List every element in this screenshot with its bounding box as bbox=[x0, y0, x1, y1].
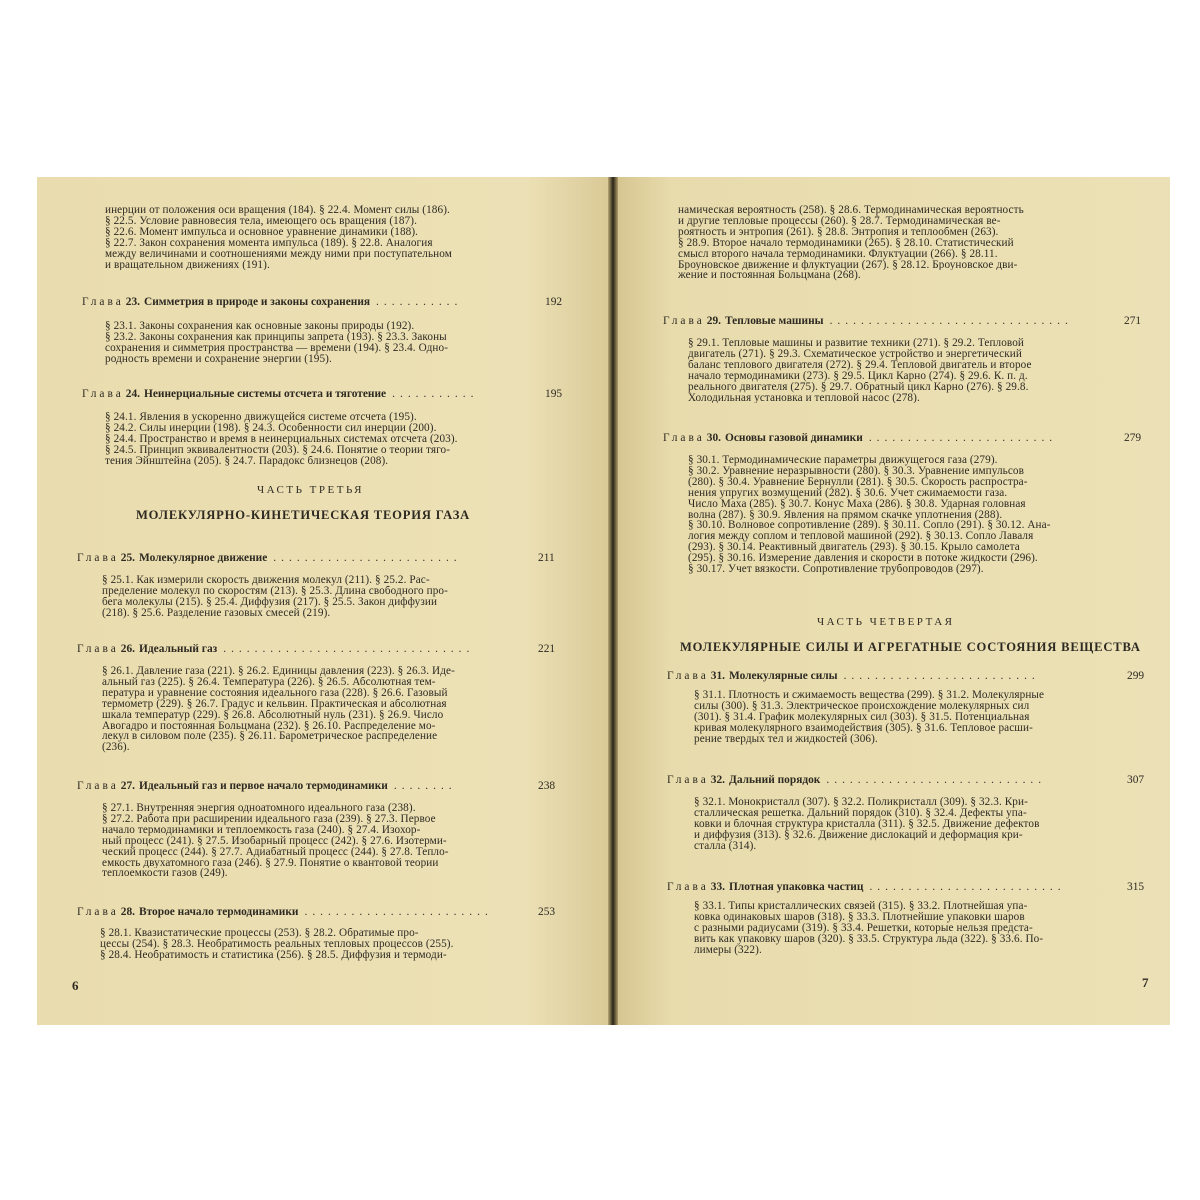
text-line: бега молекулы (215). § 25.4. Диффузия (217). § 25.5. Закон диффузии bbox=[102, 596, 438, 608]
text-line: Число Маха (285). § 30.7. Конус Маха (286). § 30.8. Ударная головная bbox=[688, 498, 1026, 510]
chapter-page-number: 299 bbox=[1127, 670, 1145, 682]
chapter-lead: Глава bbox=[82, 388, 124, 400]
text-line: (280). § 30.4. Уравнение Бернулли (281). § 30.5. Скорость распростра- bbox=[688, 476, 1028, 488]
text-line: (218). § 25.6. Разделение газовых смесей (219). bbox=[102, 607, 331, 619]
chapter-lead: Глава bbox=[82, 296, 124, 308]
text-line: (295). § 30.16. Измерение давления и скорости в потоке жидкости (296). bbox=[688, 553, 1038, 565]
text-line: § 30.2. Уравнение неразрывности (280). § 30.3. Уравнение импульсов bbox=[688, 465, 1024, 477]
part-three-title: МОЛЕКУЛЯРНО-КИНЕТИЧЕСКАЯ ТЕОРИЯ ГАЗА bbox=[136, 508, 471, 522]
text-line: и диффузия (313). § 32.6. Движение дислокаций и деформация кри- bbox=[694, 829, 1023, 841]
continued-paragraph bbox=[678, 205, 1108, 281]
chapter-number: 28. bbox=[120, 906, 136, 918]
text-line: реального двигателя (275). § 29.7. Обратный цикл Карно (276). § 29.8. bbox=[688, 381, 1029, 393]
text-line: вить как упаковку шаров (320). § 33.5. Структура льда (322). § 33.6. По- bbox=[694, 933, 1044, 945]
text-line: § 32.1. Монокристалл (307). § 32.2. Поликристалл (309). § 32.3. Кри- bbox=[694, 797, 1028, 808]
text-line: баланс теплового двигателя (272). § 29.4. Тепловой двигатель и второе bbox=[688, 359, 1032, 371]
text-line: пература и уравнение состояния идеального газа (228). § 26.6. Газовый bbox=[102, 687, 448, 699]
chapter-number: 31. bbox=[710, 670, 726, 682]
text-line: § 22.5. Условие равновесия тела, имеющего ось вращения (187). bbox=[105, 215, 417, 227]
text-line: § 26.1. Давление газа (221). § 26.2. Единицы давления (223). § 26.3. Иде- bbox=[102, 666, 455, 677]
text-line: и вращательном движениях (191). bbox=[105, 259, 270, 271]
text-line: ковка одинаковых шаров (318). § 33.3. Плотнейшие упаковки шаров bbox=[694, 911, 1025, 923]
chapter-lead: Глава bbox=[663, 432, 705, 444]
text-line: (236). bbox=[102, 742, 130, 754]
leader-dots: ........................ bbox=[868, 432, 1058, 444]
chapter-contents-ch32 bbox=[694, 797, 1119, 852]
chapter-number: 33. bbox=[710, 881, 726, 893]
text-line: тения Эйнштейна (205). § 24.7. Парадокс близнецов (208). bbox=[105, 455, 389, 467]
chapter-lead: Глава bbox=[667, 881, 709, 893]
text-line: § 33.1. Типы кристаллических связей (315). § 33.2. Плотнейшая упа- bbox=[694, 901, 1028, 912]
text-line: альный газ (225). § 26.4. Температура (226). § 26.5. Абсолютная тем- bbox=[102, 676, 436, 688]
text-line: кривая молекулярного взаимодействия (305). § 31.6. Тепловое расши- bbox=[694, 722, 1033, 734]
chapter-number: 29. bbox=[706, 315, 722, 327]
text-line: шкала температур (229). § 26.8. Абсолютный нуль (231). § 26.9. Число bbox=[102, 709, 444, 721]
chapter-contents-ch30 bbox=[688, 455, 1118, 575]
text-line: сталлическая решетка. Дальний порядок (310). § 32.4. Дефекты упа- bbox=[694, 807, 1027, 819]
chapter-title: Идеальный газ bbox=[139, 643, 218, 655]
chapter-heading-ch27 bbox=[77, 780, 532, 792]
chapter-contents-ch28 bbox=[100, 928, 532, 961]
chapter-contents-ch26 bbox=[102, 666, 532, 753]
text-line: с разными радиусами (319). § 33.4. Решетки, которые нельзя предста- bbox=[694, 922, 1033, 934]
leader-dots: ........... bbox=[376, 296, 463, 308]
chapter-title: Второе начало термодинамики bbox=[139, 906, 299, 918]
chapter-lead: Глава bbox=[667, 774, 709, 786]
text-line: § 25.1. Как измерили скорость движения молекул (211). § 25.2. Рас- bbox=[102, 575, 430, 586]
chapter-number: 25. bbox=[120, 552, 136, 564]
chapter-contents-ch27 bbox=[102, 803, 532, 879]
leader-dots: ........ bbox=[393, 780, 457, 792]
chapter-page-number: 253 bbox=[538, 906, 556, 918]
chapter-lead: Глава bbox=[77, 552, 119, 564]
chapter-number: 27. bbox=[120, 780, 136, 792]
chapter-lead: Глава bbox=[663, 315, 705, 327]
text-line: ный процесс (241). § 27.5. Изобарный процесс (242). § 27.6. Изотерми- bbox=[102, 835, 447, 847]
chapter-page-number: 221 bbox=[538, 643, 556, 655]
text-line: рение твердых тел и жидкостей (306). bbox=[694, 733, 878, 745]
text-line: Броуновское движение и флуктуации (267). § 28.12. Броуновское дви- bbox=[678, 259, 1018, 271]
text-line: двигатель (271). § 29.3. Схематическое устройство и энергетический bbox=[688, 348, 1022, 360]
part-four-title: МОЛЕКУЛЯРНЫЕ СИЛЫ И АГРЕГАТНЫЕ СОСТОЯНИЯ ВЕЩЕСТВА bbox=[680, 640, 1141, 654]
chapter-page-number: 238 bbox=[538, 780, 556, 792]
chapter-title: Симметрия в природе и законы сохранения bbox=[144, 296, 371, 308]
chapter-contents-ch33 bbox=[694, 901, 1119, 956]
right-page bbox=[617, 177, 1170, 1025]
leader-dots: ................................ bbox=[223, 643, 475, 655]
text-line: § 27.2. Работа при расширении идеального газа (239). § 27.3. Первое bbox=[102, 813, 436, 825]
chapter-number: 30. bbox=[706, 432, 722, 444]
page-folio: 6 bbox=[72, 978, 79, 993]
text-line: смысл второго начала термодинамики. Флуктуации (266). § 28.11. bbox=[678, 248, 998, 260]
text-line: § 31.1. Плотность и сжимаемость вещества (299). § 31.2. Молекулярные bbox=[694, 690, 1045, 701]
text-line: волна (287). § 30.9. Явления на прямом скачке уплотнения (288). bbox=[688, 509, 1003, 521]
text-line: намическая вероятность (258). § 28.6. Термодинамическая вероятность bbox=[678, 205, 1024, 216]
chapter-number: 24. bbox=[125, 388, 141, 400]
leader-dots: ............................... bbox=[829, 315, 1073, 327]
chapter-title: Основы газовой динамики bbox=[725, 432, 863, 444]
chapter-page-number: 271 bbox=[1124, 315, 1142, 327]
text-line: пределение молекул по скоростям (213). § 25.3. Длина свободного про- bbox=[102, 585, 448, 597]
text-line: инерции от положения оси вращения (184). § 22.4. Момент силы (186). bbox=[105, 205, 450, 216]
chapter-contents-ch25 bbox=[102, 575, 532, 619]
chapter-title: Дальний порядок bbox=[729, 774, 821, 786]
chapter-heading-ch29 bbox=[663, 315, 1113, 327]
chapter-heading-ch26 bbox=[77, 643, 532, 655]
leader-dots: ............................ bbox=[826, 774, 1047, 786]
chapter-heading-ch28 bbox=[77, 906, 532, 918]
text-line: § 23.2. Законы сохранения как принципы запрета (193). § 23.3. Законы bbox=[105, 331, 447, 343]
chapter-heading-ch31 bbox=[667, 670, 1117, 682]
text-line: родность времени и сохранение энергии (195). bbox=[105, 353, 332, 365]
chapter-heading-ch30 bbox=[663, 432, 1113, 444]
chapter-lead: Глава bbox=[77, 643, 119, 655]
text-line: теплоемкости газов (249). bbox=[102, 868, 228, 880]
text-line: § 27.1. Внутренняя энергия одноатомного идеального газа (238). bbox=[102, 803, 416, 814]
page-folio: 7 bbox=[1142, 975, 1149, 990]
text-line: § 22.7. Закон сохранения момента импульса (189). § 22.8. Аналогия bbox=[105, 237, 433, 249]
text-line: между величинами и соотношениями между ними при поступательном bbox=[105, 248, 452, 260]
chapter-lead: Глава bbox=[77, 906, 119, 918]
text-line: § 30.1. Термодинамические параметры движущегося газа (279). bbox=[688, 455, 998, 466]
chapter-page-number: 192 bbox=[545, 296, 563, 308]
chapter-heading-ch24 bbox=[82, 388, 532, 400]
chapter-contents-ch31 bbox=[694, 690, 1119, 745]
text-line: § 30.17. Учет вязкости. Сопротивление трубопроводов (297). bbox=[688, 564, 984, 575]
text-line: Авогадро и постоянная Больцмана (232). § 26.10. Распределение мо- bbox=[102, 720, 436, 732]
text-line: § 28.4. Необратимость и статистика (256). § 28.5. Диффузия и термоди- bbox=[100, 949, 447, 961]
text-line: лимеры (322). bbox=[694, 944, 762, 956]
chapter-lead: Глава bbox=[77, 780, 119, 792]
text-line: нения упругих возмущений (282). § 30.6. Учет сжимаемости газа. bbox=[688, 487, 1008, 499]
text-line: роятность и энтропия (261). § 28.8. Энтропия и теплообмен (263). bbox=[678, 226, 999, 238]
chapter-number: 32. bbox=[710, 774, 726, 786]
chapter-page-number: 307 bbox=[1127, 774, 1145, 786]
text-line: начало термодинамики и теплоемкость газа (240). § 27.4. Изохор- bbox=[102, 824, 421, 836]
text-line: начало термодинамики (273). § 29.5. Цикл Карно (274). § 29.6. К. п. д. bbox=[688, 370, 1028, 382]
text-line: сохранения и симметрия пространства — времени (194). § 23.4. Одно- bbox=[105, 342, 449, 354]
text-line: § 24.2. Силы инерции (198). § 24.3. Особенности сил инерции (200). bbox=[105, 422, 437, 434]
text-line: термометр (229). § 26.7. Градус и кельвин. Практическая и абсолютная bbox=[102, 698, 447, 710]
chapter-title: Плотная упаковка частиц bbox=[729, 881, 864, 893]
text-line: сталла (314). bbox=[694, 840, 757, 852]
leader-dots: ........................ bbox=[273, 552, 462, 564]
book-gutter bbox=[608, 177, 618, 1025]
text-line: § 24.5. Принцип эквивалентности (203). § 24.6. Понятие о теории тяго- bbox=[105, 444, 451, 456]
chapter-contents-ch29 bbox=[688, 338, 1118, 403]
chapter-heading-ch33 bbox=[667, 881, 1117, 893]
text-line: ковки и блочная структура кристалла (311). § 32.5. Движение дефектов bbox=[694, 818, 1040, 830]
part-four-label: ЧАСТЬ ЧЕТВЕРТАЯ bbox=[817, 616, 955, 628]
chapter-title: Молекулярные силы bbox=[729, 670, 838, 682]
chapter-title: Неинерциальные системы отсчета и тяготение bbox=[144, 388, 387, 400]
text-line: (293). § 30.14. Реактивный двигатель (293). § 30.15. Крыло самолета bbox=[688, 542, 1020, 554]
text-line: (301). § 31.4. График молекулярных сил (303). § 31.5. Потенциальная bbox=[694, 711, 1030, 723]
chapter-page-number: 195 bbox=[545, 388, 563, 400]
leader-dots: ......................... bbox=[843, 670, 1040, 682]
text-line: силы (300). § 31.3. Электрическое происхождение молекулярных сил bbox=[694, 700, 1030, 712]
text-line: § 28.1. Квазистатические процессы (253). § 28.2. Обратимые про- bbox=[100, 928, 419, 939]
chapter-page-number: 279 bbox=[1124, 432, 1142, 444]
chapter-title: Молекулярное движение bbox=[139, 552, 268, 564]
chapter-title: Тепловые машины bbox=[725, 315, 824, 327]
text-line: § 23.1. Законы сохранения как основные законы природы (192). bbox=[105, 321, 415, 332]
leader-dots: ......................... bbox=[869, 881, 1066, 893]
leader-dots: ........................ bbox=[304, 906, 493, 918]
text-line: § 24.1. Явления в ускоренно движущейся системе отсчета (195). bbox=[105, 412, 417, 423]
text-line: § 22.6. Момент импульса и основное уравнение динамики (188). bbox=[105, 226, 419, 238]
continued-paragraph bbox=[105, 205, 530, 270]
text-line: § 24.4. Пространство и время в неинерциальных системах отсчета (203). bbox=[105, 433, 458, 445]
text-line: § 30.10. Волновое сопротивление (289). § 30.11. Сопло (291). § 30.12. Ана- bbox=[688, 520, 1051, 532]
text-line: Холодильная установка и тепловой насос (278). bbox=[688, 392, 920, 404]
chapter-heading-ch32 bbox=[667, 774, 1117, 786]
chapter-number: 23. bbox=[125, 296, 141, 308]
text-line: § 29.1. Тепловые машины и развитие техники (271). § 29.2. Тепловой bbox=[688, 338, 1025, 349]
chapter-heading-ch25 bbox=[77, 552, 532, 564]
chapter-contents-ch24 bbox=[105, 412, 530, 467]
text-line: цессы (254). § 28.3. Необратимость реальных тепловых процессов (255). bbox=[100, 938, 454, 950]
text-line: лекул в силовом поле (235). § 26.11. Барометрическое распределение bbox=[102, 731, 438, 743]
text-line: и другие тепловые процессы (260). § 28.7. Термодинамическая ве- bbox=[678, 215, 1001, 227]
chapter-lead: Глава bbox=[667, 670, 709, 682]
part-three-label: ЧАСТЬ ТРЕТЬЯ bbox=[257, 484, 365, 496]
chapter-number: 26. bbox=[120, 643, 136, 655]
text-line: ческий процесс (244). § 27.7. Адиабатный процесс (244). § 27.8. Тепло- bbox=[102, 846, 449, 858]
leader-dots: ........... bbox=[392, 388, 479, 400]
chapter-heading-ch23 bbox=[82, 296, 532, 308]
text-line: логия между соплом и тепловой машиной (292). § 30.13. Сопло Лаваля bbox=[688, 531, 1034, 543]
chapter-page-number: 211 bbox=[538, 552, 555, 564]
chapter-contents-ch23 bbox=[105, 321, 530, 365]
text-line: емкость двухатомного газа (246). § 27.9. Понятие о квантовой теории bbox=[102, 857, 439, 869]
chapter-page-number: 315 bbox=[1127, 881, 1145, 893]
text-line: § 28.9. Второе начало термодинамики (265). § 28.10. Статистический bbox=[678, 237, 1014, 249]
text-line: жение и постоянная Больцмана (268). bbox=[678, 270, 861, 282]
chapter-title: Идеальный газ и первое начало термодинамики bbox=[139, 780, 388, 792]
